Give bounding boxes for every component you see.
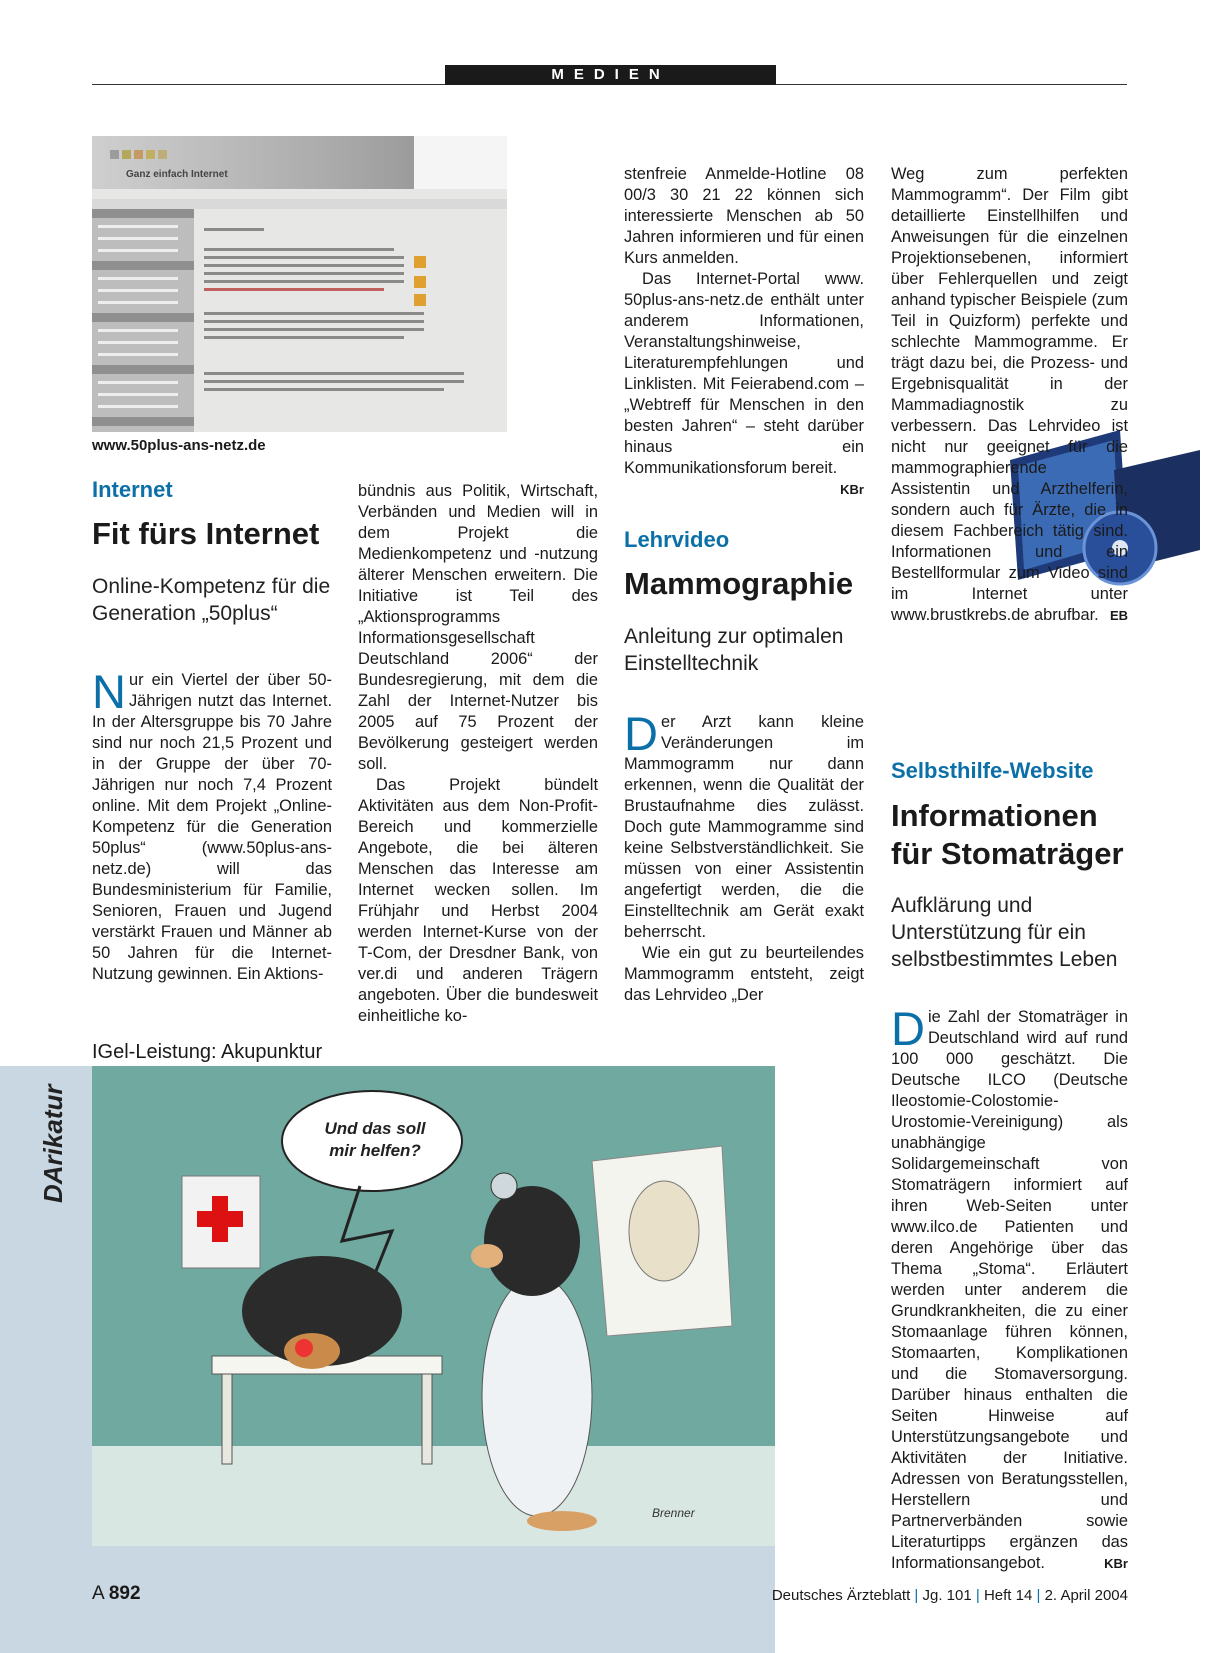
screenshot-sidebar — [92, 209, 194, 432]
content-line — [204, 248, 394, 251]
paragraph — [891, 1002, 1128, 1574]
article1-kicker: Internet — [92, 477, 173, 502]
dropcap: D — [624, 707, 658, 760]
page-prefix: A — [92, 1583, 105, 1604]
journal-volume: Jg. 101 — [922, 1587, 972, 1604]
page-number — [92, 1583, 141, 1605]
table-leg — [422, 1374, 432, 1464]
article3-kicker: Selbsthilfe-Website — [891, 758, 1094, 783]
paragraph: Wie ein gut zu beurteilendes Mammogramm entsteht, zeigt das Lehrvideo „Der — [624, 944, 864, 1004]
orange-icon — [414, 256, 426, 268]
content-line — [204, 388, 444, 391]
article2-col3 — [624, 707, 864, 1006]
paragraph — [624, 269, 864, 497]
content-line — [204, 336, 404, 339]
article1-subhead: Online-Kompetenz für die Generation „50plus“ — [92, 575, 331, 625]
screenshot-navbar — [92, 199, 507, 209]
article2-headline: Mammographie — [624, 566, 854, 601]
orange-icon — [414, 294, 426, 306]
journal-date: 2. April 2004 — [1044, 1587, 1128, 1604]
orange-icon — [414, 276, 426, 288]
artist-signature: Brenner — [652, 1506, 695, 1520]
table-leg — [222, 1374, 232, 1464]
paragraph-text: er Arzt kann kleine Veränderungen im Mammogramm nur dann erkennen, wenn die Qualität der Brustaufnahme dies zulässt. Doch gute Mammogramme sind keine Selbstverständlichkeit. Sie müssen von einer Assistentin angefertigt werden, die die Einstelltechnik am Gerät exakt beherrscht. — [624, 713, 864, 941]
article1-col1-text: ur ein Viertel der über 50-Jährigen nutzt das Internet. In der Altersgruppe bis 70 Jahre sind nur noch 21,5 Prozent und in der Gruppe der über 70-Jährigen nur noch 7,4 Prozent online. Mit dem Projekt „Online-Kompetenz für die Generation 50plus“ (www.50plus-ans-netz.de) will das Bundesministerium für Familie, Senioren, Frauen und Jugend verstärkt Frauen und Männer ab 50 Jahren für die Internet-Nutzung gewinnen. Ein Aktions- — [92, 671, 332, 983]
cartoon-title: IGel-Leistung: Akupunktur — [92, 1041, 323, 1063]
doctor-head — [484, 1186, 580, 1296]
paragraph-text: Das Internet-Portal www. 50plus-ans-netz.de enthält unter anderem Informationen, Veranstaltungshinweise, Literaturempfehlungen und Linklisten. Mit Feierabend.com – „Webtreff für Menschen in den besten Jahren“ – steht darüber hinaus ein Kommunikationsforum bereit. — [624, 270, 864, 477]
content-line — [204, 380, 464, 383]
head-mirror — [491, 1173, 517, 1199]
paragraph: Das Projekt bündelt Aktivitäten aus dem Non-Profit-Bereich und kommerzielle Angebote, die bei älteren Menschen das Interesse am Internet wecken sollen. Im Frühjahr und Herbst 2004 werden Internet-Kurse von der T-Com, der Dresdner Bank, von ver.di und anderen Trägern angeboten. Über die bundesweit einheitliche ko- — [358, 776, 598, 1025]
paragraph-text: ie Zahl der Stomaträger in Deutschland wird auf rund 100 000 geschätzt. Die Deutsche ILCO (Deutsche Ileostomie-Colostomie-Urostomie-Vereinigung) als unabhängige Solidargemeinschaft von Stomaträgern informiert auf ihren Web-Seiten unter www.ilco.de Patienten und deren Angehörige über das Thema „Stoma“. Erläutert werden unter anderem die Grundkrankheiten, die zu einer Stomaanlage führen können, Stomaarten, Komplikationen und die Stomaversorgung. Darüber hinaus enthalten die Seiten Hinweise auf Unterstützungsangebote und Aktivitäten der Initiative. Adressen von Beratungsstellen, Herstellern und Partnerverbänden sowie Literaturtipps ergänzen das Informationsangebot. — [891, 1008, 1128, 1572]
article3-body — [891, 1002, 1128, 1574]
content-line — [204, 320, 424, 323]
red-cross-icon — [197, 1211, 243, 1227]
screenshot-site-title: Ganz einfach Internet — [126, 169, 228, 180]
article2-subhead: Anleitung zur optimalen Einstelltechnik — [624, 625, 844, 675]
journal-name: Deutsches Ärzteblatt — [771, 1587, 911, 1604]
hedgehog-eye — [295, 1339, 313, 1357]
floor — [92, 1446, 775, 1546]
paragraph — [891, 164, 1128, 626]
journal-issue: Heft 14 — [983, 1587, 1033, 1604]
article2-col4 — [891, 164, 1128, 626]
content-line — [204, 256, 404, 259]
content-line — [204, 288, 384, 291]
paragraph: bündnis aus Politik, Wirtschaft, Verbänden und Medien will in dem Projekt die Medienkompetenz und -nutzung älterer Menschen erweitern. Die Initiative ist Teil des „Aktionsprogramms Informationsgesellschaft Deutschland 2006“ der Bundesregierung, mit dem die Zahl der Internet-Nutzer bis 2005 auf 75 Prozent der Bevölkerung gesteigert werden soll. — [358, 482, 598, 773]
content-line — [204, 312, 424, 315]
content-line — [204, 328, 424, 331]
doctor-coat — [482, 1276, 592, 1516]
article1-col1 — [92, 665, 332, 985]
doctor-nose — [471, 1244, 503, 1268]
content-line — [204, 228, 264, 231]
journal-info — [772, 1587, 1128, 1604]
content-line — [204, 372, 464, 375]
darikatur-text: DArikatur — [38, 1084, 68, 1203]
content-line — [204, 280, 404, 283]
darikatur-label — [38, 1085, 78, 1205]
article3-headline: Informationen für Stomaträger — [891, 798, 1124, 871]
cartoon-image — [92, 1066, 775, 1546]
separator: | — [1036, 1587, 1041, 1604]
signature: KBr — [1104, 1556, 1128, 1571]
article2-kicker: Lehrvideo — [624, 527, 730, 552]
speech-text: Und das soll mir helfen? — [324, 1119, 426, 1160]
ministry-logo — [414, 136, 507, 189]
separator: | — [975, 1587, 980, 1604]
signature: KBr — [840, 482, 864, 497]
paragraph-text: Weg zum perfekten Mammogramm“. Der Film gibt detaillierte Einstellhilfen und Anweisungen für die einzelnen Projektionsebenen, informiert über Fehlerquellen und zeigt anhand typischer Beispiele (zum Teil in Quizform) perfekte und schlechte Mammogramme. Er trägt dazu bei, die Prozess- und Ergebnisqualität in der Mammadiagnostik zu verbessern. Das Lehrvideo ist nicht nur geeignet für die mammographierende Assistentin und Arzthelferin, sondern auch für Ärzte, die in diesem Fachbereich tätig sind. Informationen und ein Bestellformular zum Video sind im Internet unter www.brustkrebs.de abrufbar. — [891, 165, 1128, 624]
content-line — [204, 264, 404, 267]
page-number-value: 892 — [108, 1583, 141, 1604]
dropcap: N — [92, 665, 126, 718]
paragraph: stenfreie Anmelde-Hotline 08 00/3 30 21 22 können sich interessierte Menschen ab 50 Jahren informieren und für einen Kurs anmelden. — [624, 165, 864, 267]
article1-col3 — [624, 164, 864, 500]
dropcap: D — [891, 1002, 925, 1055]
article3-subhead: Aufklärung und Unterstützung für ein selbstbestimmtes Leben — [891, 894, 1118, 971]
signature: EB — [1109, 608, 1128, 623]
figure-caption: www.50plus-ans-netz.de — [92, 437, 266, 454]
article1-headline: Fit fürs Internet — [92, 516, 320, 551]
poster-hedgehog — [629, 1181, 699, 1281]
section-label: MEDIEN — [445, 65, 776, 85]
separator: | — [914, 1587, 919, 1604]
content-line — [204, 272, 404, 275]
doctor-feet — [527, 1511, 597, 1531]
paragraph — [624, 707, 864, 943]
article1-col2 — [358, 481, 598, 1027]
website-screenshot — [92, 136, 507, 432]
